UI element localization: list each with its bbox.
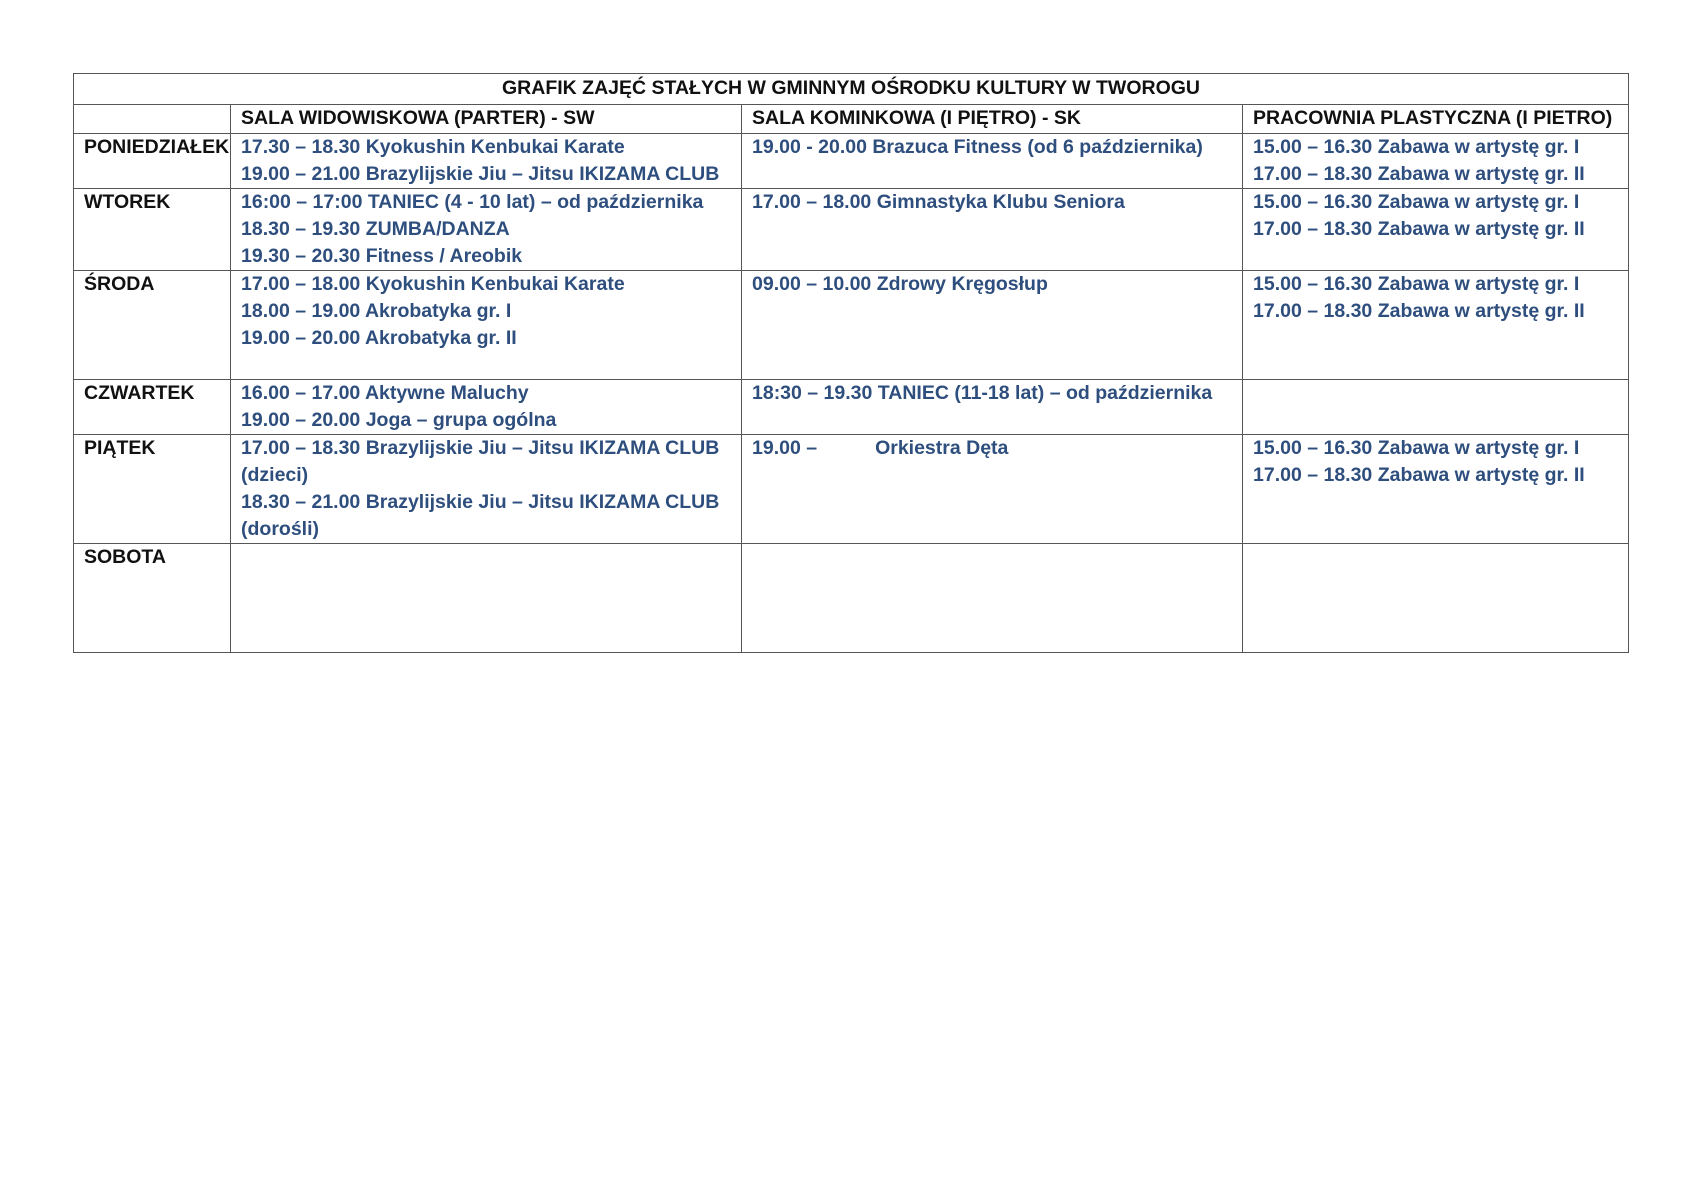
schedule-title: GRAFIK ZAJĘĆ STAŁYCH W GMINNYM OŚRODKU KULTURY W TWOROGU bbox=[74, 74, 1629, 105]
row-sobota bbox=[74, 544, 1629, 653]
activity-item: 15.00 – 16.30 Zabawa w artystę gr. I bbox=[1253, 273, 1580, 295]
header-row bbox=[74, 105, 1629, 134]
activity-item: 17.00 – 18.30 Zabawa w artystę gr. II bbox=[1253, 163, 1585, 185]
row-sroda bbox=[74, 271, 1629, 380]
row-czwartek bbox=[74, 380, 1629, 435]
row-piatek bbox=[74, 435, 1629, 544]
schedule-table bbox=[73, 73, 1629, 653]
activity-item bbox=[752, 435, 1232, 462]
cell-sw bbox=[231, 271, 742, 380]
activity-item: 18.00 – 19.00 Akrobatyka gr. I bbox=[241, 300, 512, 322]
cell-pp bbox=[1243, 189, 1629, 271]
cell-sw bbox=[231, 435, 742, 544]
activity-item: 19.00 – 20.00 Joga – grupa ogólna bbox=[241, 409, 557, 431]
cell-pp bbox=[1243, 544, 1629, 653]
activity-item: 18:30 – 19.30 TANIEC (11-18 lat) – od października bbox=[752, 382, 1213, 404]
activity-item: 17.00 – 18.30 Zabawa w artystę gr. II bbox=[1253, 218, 1585, 240]
activity-item: 17.00 – 18.30 Brazylijskie Jiu – Jitsu IKIZAMA CLUB (dzieci) bbox=[241, 437, 720, 486]
row-poniedzialek bbox=[74, 134, 1629, 189]
activity-item: 19.30 – 20.30 Fitness / Areobik bbox=[241, 245, 523, 267]
activity-item: 15.00 – 16.30 Zabawa w artystę gr. I bbox=[1253, 136, 1580, 158]
header-pracownia-plastyczna: PRACOWNIA PLASTYCZNA (I PIETRO) bbox=[1243, 105, 1629, 134]
activity-item: 19.00 – 20.00 Akrobatyka gr. II bbox=[241, 327, 517, 349]
activity-item: 17.00 – 18.30 Zabawa w artystę gr. II bbox=[1253, 464, 1585, 486]
day-label: CZWARTEK bbox=[74, 380, 231, 435]
activity-item: 18.30 – 19.30 ZUMBA/DANZA bbox=[241, 218, 510, 240]
cell-sk bbox=[742, 271, 1243, 380]
cell-pp bbox=[1243, 134, 1629, 189]
cell-sw bbox=[231, 189, 742, 271]
cell-sk bbox=[742, 380, 1243, 435]
activity-item: 18.30 – 21.00 Brazylijskie Jiu – Jitsu IKIZAMA CLUB (dorośli) bbox=[241, 491, 720, 540]
activity-item: 16.00 – 17.00 Aktywne Maluchy bbox=[241, 382, 529, 404]
day-label: ŚRODA bbox=[74, 271, 231, 380]
row-wtorek bbox=[74, 189, 1629, 271]
cell-sk bbox=[742, 134, 1243, 189]
cell-sw bbox=[231, 380, 742, 435]
activity-time: 19.00 – bbox=[752, 437, 818, 459]
header-sala-widowiskowa: SALA WIDOWISKOWA (PARTER) - SW bbox=[231, 105, 742, 134]
activity-item: 17.00 – 18.30 Zabawa w artystę gr. II bbox=[1253, 300, 1585, 322]
header-day-column bbox=[74, 105, 231, 134]
cell-pp bbox=[1243, 435, 1629, 544]
header-sala-kominkowa: SALA KOMINKOWA (I PIĘTRO) - SK bbox=[742, 105, 1243, 134]
day-label: WTOREK bbox=[74, 189, 231, 271]
cell-pp bbox=[1243, 380, 1629, 435]
activity-item: 15.00 – 16.30 Zabawa w artystę gr. I bbox=[1253, 437, 1580, 459]
cell-pp bbox=[1243, 271, 1629, 380]
activity-item: 09.00 – 10.00 Zdrowy Kręgosłup bbox=[752, 273, 1048, 295]
day-label: PIĄTEK bbox=[74, 435, 231, 544]
cell-sk bbox=[742, 544, 1243, 653]
activity-item: 17.00 – 18.00 Gimnastyka Klubu Seniora bbox=[752, 191, 1125, 213]
activity-item: 19.00 - 20.00 Brazuca Fitness (od 6 października) bbox=[752, 136, 1203, 158]
day-label: PONIEDZIAŁEK bbox=[74, 134, 231, 189]
cell-sw bbox=[231, 544, 742, 653]
cell-sk bbox=[742, 435, 1243, 544]
activity-name: Orkiestra Dęta bbox=[875, 437, 1009, 459]
activity-item: 17.00 – 18.00 Kyokushin Kenbukai Karate bbox=[241, 273, 625, 295]
activity-item: 19.00 – 21.00 Brazylijskie Jiu – Jitsu IKIZAMA CLUB bbox=[241, 163, 720, 185]
title-row bbox=[74, 74, 1629, 105]
activity-item: 17.30 – 18.30 Kyokushin Kenbukai Karate bbox=[241, 136, 625, 158]
cell-sw bbox=[231, 134, 742, 189]
day-label: SOBOTA bbox=[74, 544, 231, 653]
activity-item: 16:00 – 17:00 TANIEC (4 - 10 lat) – od października bbox=[241, 191, 704, 213]
cell-sk bbox=[742, 189, 1243, 271]
activity-item: 15.00 – 16.30 Zabawa w artystę gr. I bbox=[1253, 191, 1580, 213]
